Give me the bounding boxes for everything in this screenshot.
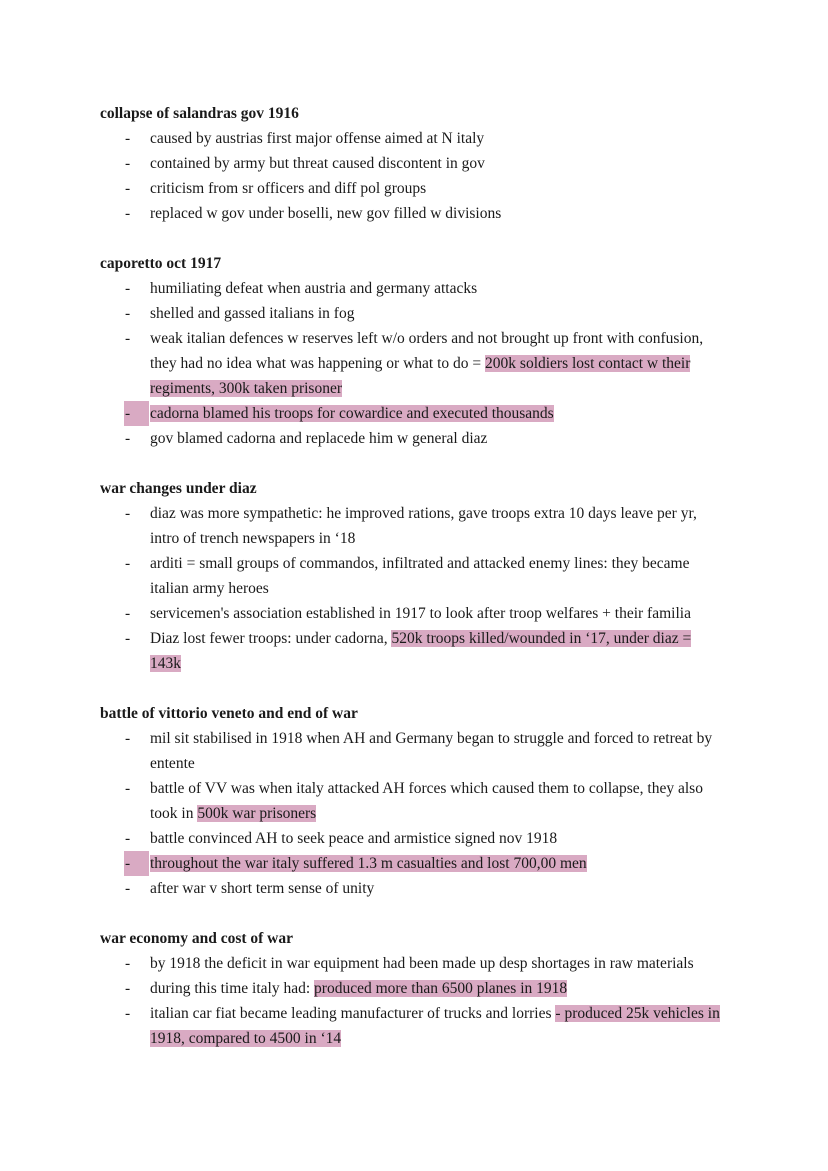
item-text: weak italian defences w reserves left w/o orders and not brought up front with confusion, they had no idea what was happening or what to do = — [150, 330, 704, 372]
bullet-dash: - — [125, 630, 131, 647]
bullet-item — [100, 726, 725, 776]
highlighted-text: 500k war prisoners — [197, 805, 317, 822]
bullet-item — [100, 201, 725, 226]
bullet-dash: - — [125, 130, 131, 147]
document-body — [100, 101, 730, 1076]
item-text: servicemen's association established in 1917 to look after troop welfares + their familia — [150, 605, 691, 622]
bullet-item — [100, 851, 725, 876]
item-text: diaz was more sympathetic: he improved rations, gave troops extra 10 days leave per yr, intro of trench newspapers in ‘18 — [150, 505, 697, 547]
bullet-dash: - — [125, 330, 131, 347]
item-text: shelled and gassed italians in fog — [150, 305, 355, 322]
section — [100, 251, 730, 451]
bullet-dash: - — [124, 401, 149, 426]
item-text: gov blamed cadorna and replacede him w general diaz — [150, 430, 488, 447]
bullet-item — [100, 176, 725, 201]
bullet-item — [100, 551, 725, 601]
bullet-dash: - — [125, 305, 131, 322]
bullet-item — [100, 326, 725, 401]
section-heading: battle of vittorio veneto and end of war — [100, 705, 358, 722]
bullet-dash: - — [125, 205, 131, 222]
bullet-item — [100, 626, 725, 676]
bullet-item — [100, 401, 725, 426]
bullet-dash: - — [125, 730, 131, 747]
bullet-item — [100, 601, 725, 626]
item-text: caused by austrias first major offense aimed at N italy — [150, 130, 485, 147]
section-heading: war economy and cost of war — [100, 930, 294, 947]
bullet-item — [100, 976, 725, 1001]
bullet-item — [100, 301, 725, 326]
bullet-dash: - — [125, 880, 131, 897]
bullet-item — [100, 276, 725, 301]
section-heading: caporetto oct 1917 — [100, 255, 222, 272]
bullet-item — [100, 776, 725, 826]
item-text: criticism from sr officers and diff pol groups — [150, 180, 427, 197]
item-text: by 1918 the deficit in war equipment had been made up desp shortages in raw materials — [150, 955, 694, 972]
item-text: mil sit stabilised in 1918 when AH and Germany began to struggle and forced to retreat by entente — [150, 730, 713, 772]
item-text: battle of VV was when italy attacked AH forces which caused them to collapse, they also took in — [150, 780, 703, 822]
bullet-dash: - — [125, 955, 131, 972]
highlighted-text: throughout the war italy suffered 1.3 m casualties and lost 700,00 men — [150, 855, 587, 872]
highlighted-text: 520k troops killed/wounded in ‘17, under diaz = 143k — [150, 630, 692, 672]
bullet-item — [100, 151, 725, 176]
bullet-item — [100, 1001, 725, 1051]
section — [100, 926, 730, 1051]
bullet-item — [100, 951, 725, 976]
bullet-dash: - — [125, 155, 131, 172]
highlighted-text: produced more than 6500 planes in 1918 — [314, 980, 568, 997]
bullet-item — [100, 876, 725, 901]
section — [100, 101, 730, 226]
section — [100, 701, 730, 901]
highlighted-text: - produced 25k vehicles in 1918, compared to 4500 in ‘14 — [150, 1005, 720, 1047]
item-text: during this time italy had: — [150, 980, 315, 997]
bullet-item — [100, 126, 725, 151]
bullet-dash: - — [125, 180, 131, 197]
bullet-dash: - — [125, 605, 131, 622]
item-text: after war v short term sense of unity — [150, 880, 375, 897]
bullet-dash: - — [125, 980, 131, 997]
item-text: italian car fiat became leading manufacturer of trucks and lorries — [150, 1005, 556, 1022]
bullet-dash: - — [125, 280, 131, 297]
bullet-dash: - — [125, 505, 131, 522]
bullet-dash: - — [125, 1005, 131, 1022]
bullet-dash: - — [125, 780, 131, 797]
bullet-dash: - — [124, 851, 149, 876]
highlighted-text: 200k soldiers lost contact w their regiments, 300k taken prisoner — [150, 355, 691, 397]
item-text: battle convinced AH to seek peace and armistice signed nov 1918 — [150, 830, 558, 847]
bullet-item — [100, 426, 725, 451]
section-heading: war changes under diaz — [100, 480, 257, 497]
section-heading: collapse of salandras gov 1916 — [100, 105, 299, 122]
item-text: contained by army but threat caused discontent in gov — [150, 155, 485, 172]
bullet-item — [100, 501, 725, 551]
item-text: replaced w gov under boselli, new gov filled w divisions — [150, 205, 502, 222]
item-text: Diaz lost fewer troops: under cadorna, — [150, 630, 392, 647]
bullet-dash: - — [125, 555, 131, 572]
item-text: arditi = small groups of commandos, infiltrated and attacked enemy lines: they became italian army heroes — [150, 555, 690, 597]
bullet-dash: - — [125, 830, 131, 847]
bullet-dash: - — [125, 430, 131, 447]
highlighted-text: cadorna blamed his troops for cowardice and executed thousands — [150, 405, 554, 422]
section — [100, 476, 730, 676]
item-text: humiliating defeat when austria and germany attacks — [150, 280, 478, 297]
bullet-item — [100, 826, 725, 851]
